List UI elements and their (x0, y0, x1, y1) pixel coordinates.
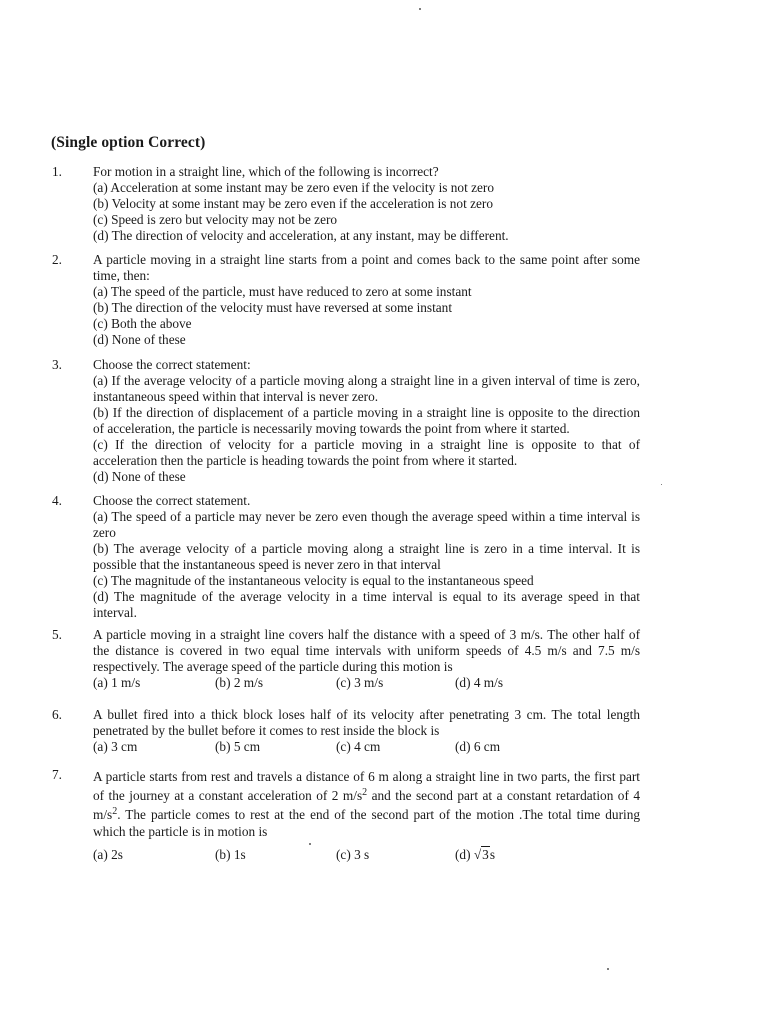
option-c: (c) 4 cm (336, 739, 381, 754)
option-b: (b) 5 cm (215, 739, 261, 754)
option-label: (d) (455, 847, 474, 862)
option-d: (d) 6 cm (455, 739, 501, 754)
option-b-line: of acceleration, the particle is necessarily moving towards the point from where it started. (93, 421, 570, 436)
question-stem-line: respectively. The average speed of the particle during this motion is (93, 659, 453, 674)
option-b-line: (b) The average velocity of a particle moving along a straight line is zero in a time interval. It is (93, 541, 640, 556)
option-b: (b) 2 m/s (215, 675, 264, 690)
option-a: (a) 2s (93, 847, 123, 862)
option-a: (a) The speed of the particle, must have reduced to zero at some instant (93, 284, 472, 299)
stem-text: of the journey at a constant acceleration of 2 m/s (93, 788, 363, 803)
stem-text: and the second part at a constant retardation of 4 (367, 788, 641, 803)
question-number: 7. (52, 767, 62, 782)
question-number: 6. (52, 707, 62, 722)
question-body (93, 164, 640, 244)
option-c-line: acceleration then the particle is heading towards the point from where it started. (93, 453, 518, 468)
option-d (455, 845, 495, 864)
option-b: (b) Velocity at some instant may be zero even if the acceleration is not zero (93, 196, 493, 211)
option-a-line: (a) The speed of a particle may never be zero even though the average speed within a time interval is (93, 509, 640, 524)
option-d: (d) None of these (93, 469, 186, 484)
question-stem: Choose the correct statement: (93, 357, 251, 372)
question-number: 2. (52, 252, 62, 267)
option-c: (c) 3 s (336, 847, 370, 862)
radical-sign: √ (473, 847, 482, 862)
option-d-line: (d) The magnitude of the average velocity in a time interval is equal to its average speed in that (93, 589, 640, 604)
question-stem-line (93, 805, 640, 824)
option-b-line: possible that the instantaneous speed is never zero in that interval (93, 557, 441, 572)
option-d: (d) 4 m/s (455, 675, 504, 690)
exponent: 2 (112, 806, 118, 817)
question-stem-line: penetrated by the bullet before it comes to rest inside the block is (93, 723, 440, 738)
stem-text: m/s (93, 807, 113, 822)
option-c: (c) The magnitude of the instantaneous velocity is equal to the instantaneous speed (93, 573, 534, 588)
question-number: 1. (52, 164, 62, 179)
section-heading: (Single option Correct) (51, 134, 206, 151)
question-stem: Choose the correct statement. (93, 493, 251, 508)
question-body (93, 357, 640, 485)
question-number: 5. (52, 627, 62, 642)
question-stem-line: A particle starts from rest and travels a distance of 6 m along a straight line in two parts, the first part (93, 769, 640, 784)
square-root-expression (474, 846, 490, 862)
question-stem-line (93, 786, 640, 805)
option-c: (c) Both the above (93, 316, 192, 331)
option-c: (c) Speed is zero but velocity may not be zero (93, 212, 338, 227)
question-body (93, 707, 640, 755)
options-row (93, 675, 640, 691)
question-body (93, 627, 640, 691)
options-row (93, 845, 640, 863)
option-a: (a) 1 m/s (93, 675, 141, 690)
options-row (93, 739, 640, 755)
option-a-line: (a) If the average velocity of a particle moving along a straight line in a given interval of time is zero, (93, 373, 640, 388)
option-c-line: (c) If the direction of velocity for a particle moving in a straight line is opposite to that of (93, 437, 640, 452)
option-a-line: zero (93, 525, 116, 540)
option-a: (a) 3 cm (93, 739, 138, 754)
option-b-line: (b) If the direction of displacement of a particle moving in a straight line is opposite to the direction (93, 405, 640, 420)
stem-text: . The particle comes to rest at the end of the second part of the motion .The total time during (117, 807, 640, 822)
option-b: (b) 1s (215, 847, 246, 862)
option-b: (b) The direction of the velocity must have reversed at some instant (93, 300, 453, 315)
scan-speck (661, 484, 662, 485)
question-stem-line: A bullet fired into a thick block loses half of its velocity after penetrating 3 cm. The total length (93, 707, 640, 722)
option-d-line: interval. (93, 605, 137, 620)
question-stem-line: the distance is covered in two equal time intervals with uniform speeds of 4.5 m/s and 7.5 m/s (93, 643, 640, 658)
question-stem: For motion in a straight line, which of the following is incorrect? (93, 164, 439, 179)
question-number: 3. (52, 357, 62, 372)
question-stem-line: A particle moving in a straight line covers half the distance with a speed of 3 m/s. The other half of (93, 627, 640, 642)
question-number: 4. (52, 493, 62, 508)
question-stem-line: which the particle is in motion is (93, 824, 268, 839)
option-c: (c) 3 m/s (336, 675, 384, 690)
exponent: 2 (362, 787, 368, 798)
scan-speck (607, 968, 609, 970)
radicand: 3 (482, 847, 489, 862)
option-a-line: instantaneous speed within that interval is never zero. (93, 389, 379, 404)
unit: s (489, 847, 495, 862)
question-body (93, 767, 640, 863)
option-d: (d) The direction of velocity and acceleration, at any instant, may be different. (93, 228, 509, 243)
scan-speck (419, 8, 421, 10)
question-stem-line: time, then: (93, 268, 150, 283)
question-body (93, 493, 640, 621)
option-a: (a) Acceleration at some instant may be zero even if the velocity is not zero (93, 180, 494, 195)
question-body (93, 252, 640, 348)
option-d: (d) None of these (93, 332, 186, 347)
question-stem-line: A particle moving in a straight line starts from a point and comes back to the same point after some (93, 252, 640, 267)
scan-speck (309, 843, 311, 845)
